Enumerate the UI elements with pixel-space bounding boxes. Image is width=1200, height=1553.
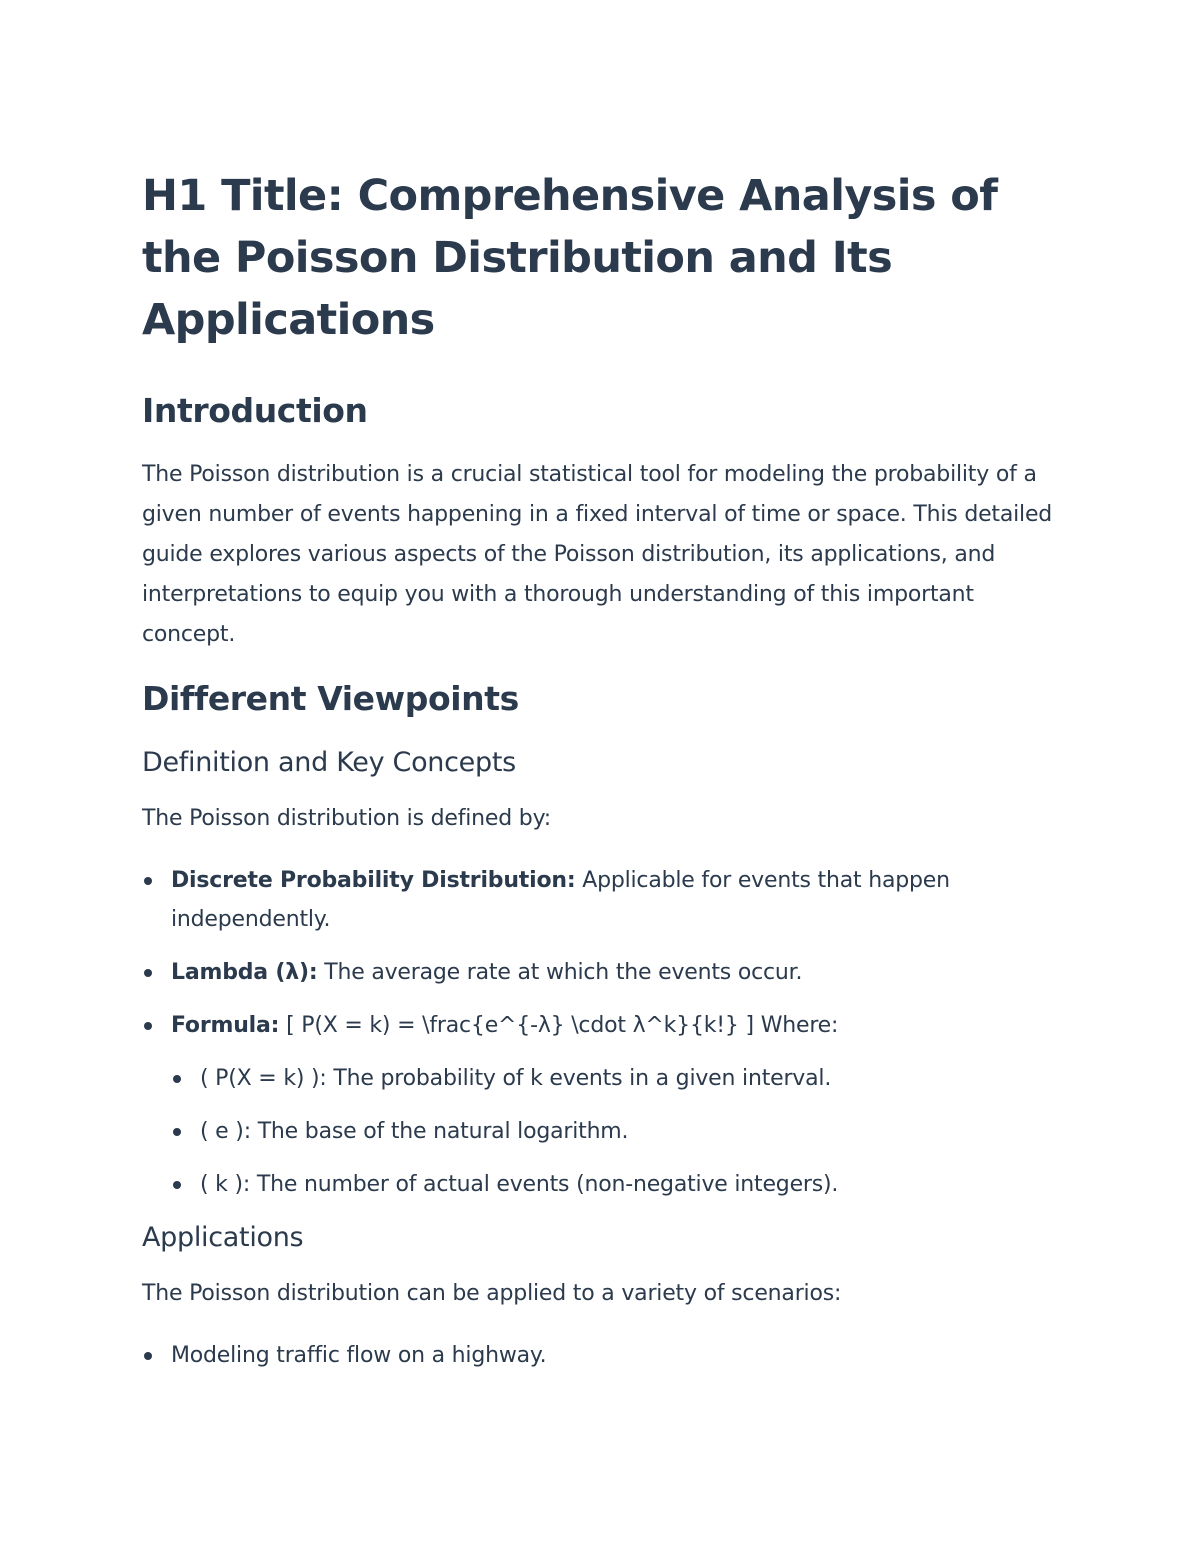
list-item-term: Formula: [171, 1013, 280, 1038]
viewpoints-heading: Different Viewpoints [142, 679, 519, 718]
formula-sublist [171, 1059, 1062, 1204]
list-item-text: [ P(X = k) = \frac{e^{-λ} \cdot λ^k}{k!} ] Where: [279, 1013, 839, 1038]
introduction-heading: Introduction [142, 391, 368, 430]
applications-heading: Applications [142, 1222, 304, 1253]
list-item [142, 953, 1062, 992]
list-item-text: The average rate at which the events occur. [317, 960, 803, 985]
definition-intro: The Poisson distribution is defined by: [142, 806, 552, 831]
applications-intro: The Poisson distribution can be applied to a variety of scenarios: [142, 1281, 842, 1306]
document-page [142, 165, 1062, 1389]
definition-list [142, 861, 1062, 1204]
list-item [142, 861, 1062, 939]
list-item [142, 1006, 1062, 1204]
list-item-text: Applicable for events that happen independently. [171, 868, 950, 932]
sublist-item: ( e ): The base of the natural logarithm. [171, 1112, 1062, 1151]
list-item-term: Discrete Probability Distribution: [171, 868, 576, 893]
sublist-item: ( P(X = k) ): The probability of k events in a given interval. [171, 1059, 1062, 1098]
list-item-term: Lambda (λ): [171, 960, 318, 985]
introduction-paragraph: The Poisson distribution is a crucial statistical tool for modeling the probability of a given number of events happening in a fixed interval of time or space. This detailed guide explores various aspects of the Poisson distribution, its applications, and interpretations to equip you with a thorough understanding of this important concept. [142, 462, 1053, 647]
sublist-item: ( k ): The number of actual events (non-negative integers). [171, 1165, 1062, 1204]
applications-list [142, 1336, 1062, 1375]
page-title: H1 Title: Comprehensive Analysis of the Poisson Distribution and Its Applications [142, 171, 998, 345]
definition-heading: Definition and Key Concepts [142, 747, 516, 778]
list-item: Modeling traffic flow on a highway. [142, 1336, 1062, 1375]
